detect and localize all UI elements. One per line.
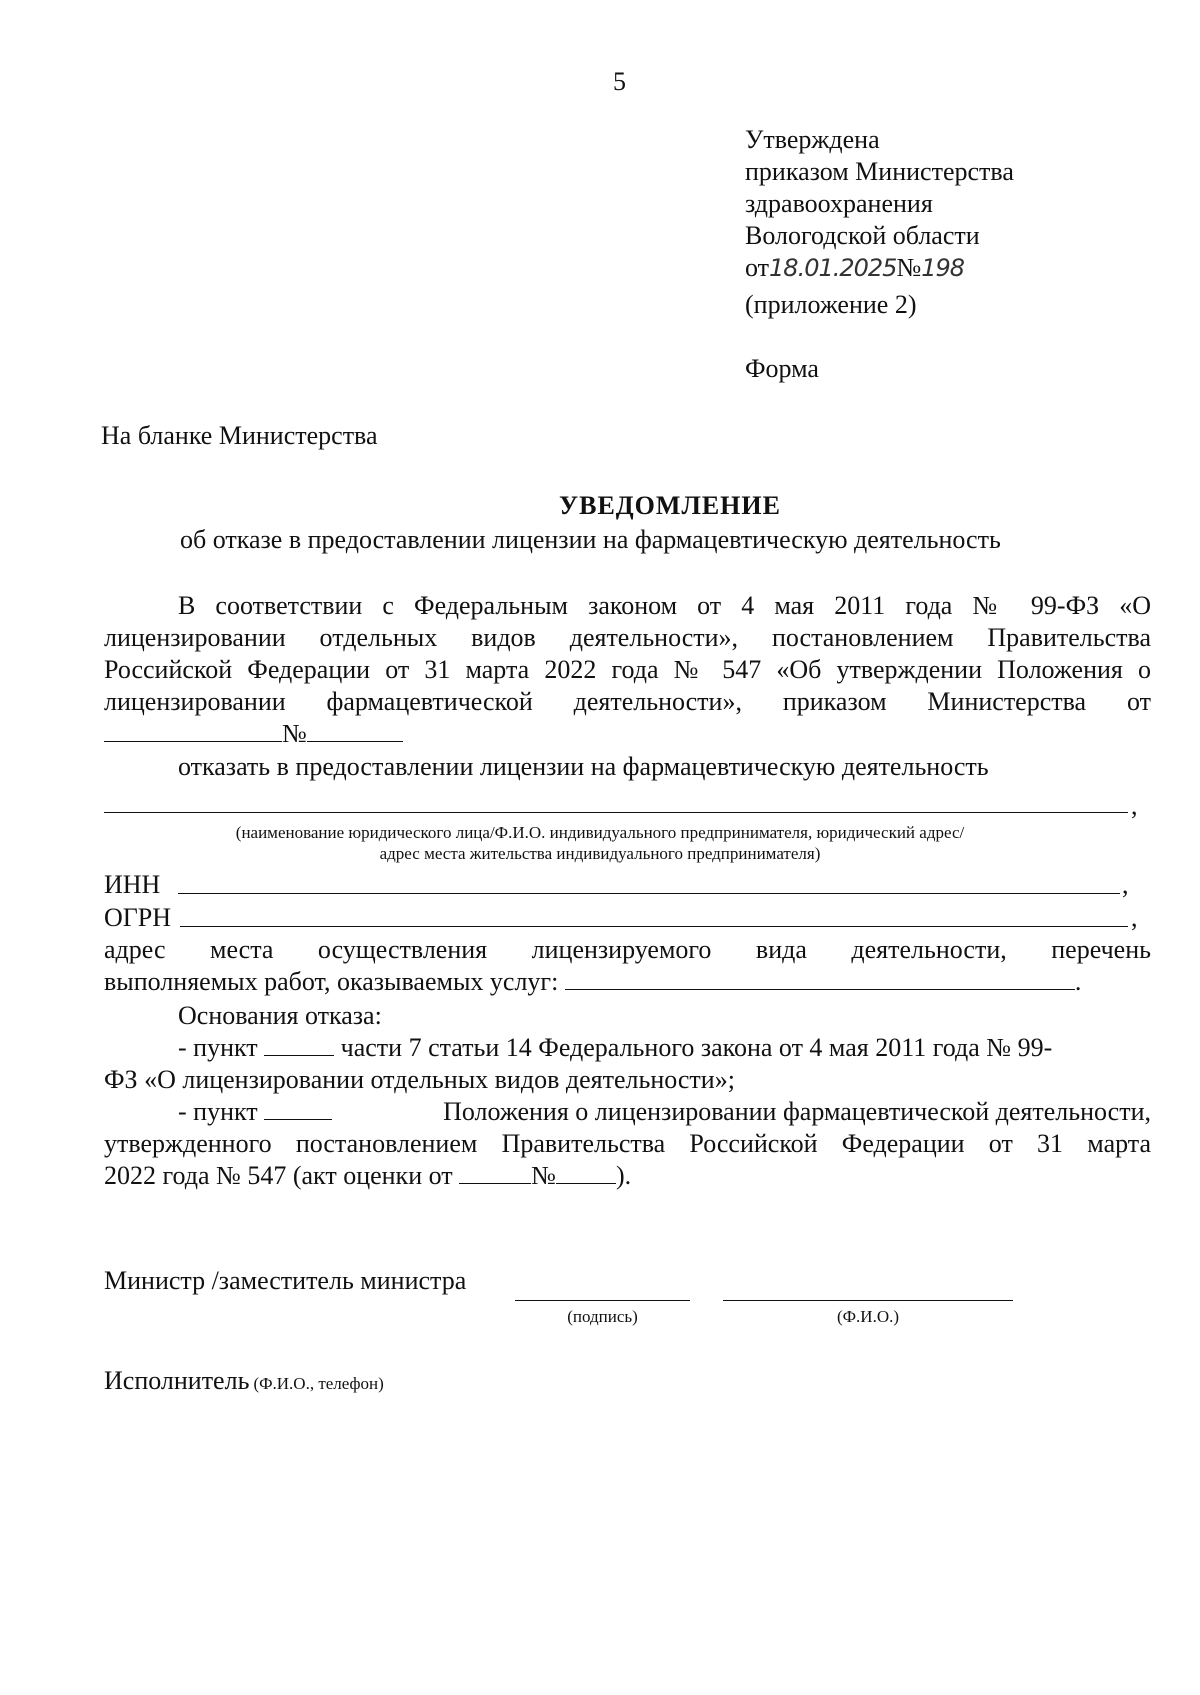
number-sign: № [531, 1161, 556, 1190]
name-caption: (Ф.И.О.) [836, 1307, 900, 1326]
body-line: лицензировании отдельных видов деятельности», постановлением Правительства [104, 623, 1151, 652]
assessment-text: 2022 года № 547 (акт оценки от [104, 1161, 453, 1190]
approval-line: приказом Министерства [745, 157, 1014, 186]
services-field[interactable] [565, 967, 1075, 990]
document-subtitle: об отказе в предоставлении лицензии на фармацевтическую деятельность [180, 525, 1001, 554]
closing-paren: ). [615, 1161, 632, 1190]
number-sign: № [896, 253, 922, 282]
ogrn-label: ОГРН [104, 903, 172, 932]
handwritten-number: 198 [921, 254, 965, 282]
approval-line: здравоохранения [745, 189, 933, 218]
applicant-caption: (наименование юридического лица/Ф.И.О. индивидуального предпринимателя, юридический адрес/ [235, 823, 965, 842]
comma: , [1131, 791, 1138, 820]
act-number-field[interactable] [556, 1161, 616, 1184]
grounds-title: Основания отказа: [178, 1001, 382, 1030]
approval-line: Вологодской области [745, 221, 980, 250]
executor-caption: (Ф.И.О., телефон) [253, 1374, 384, 1393]
ground-text: Положения о лицензировании фармацевтической деятельности, [443, 1097, 1151, 1126]
executor-line [104, 1365, 384, 1397]
approval-date-line [745, 252, 964, 284]
date-prefix: от [745, 253, 770, 282]
body-line: ФЗ «О лицензировании отдельных видов деятельности»; [104, 1065, 735, 1094]
document-title: УВЕДОМЛЕНИЕ [559, 491, 781, 520]
applicant-caption: адрес места жительства индивидуального предпринимателя) [379, 844, 821, 863]
form-label: Форма [745, 354, 819, 383]
page-number: 5 [613, 67, 626, 96]
comma: , [1131, 903, 1138, 932]
ground-1-point-field[interactable] [264, 1033, 334, 1056]
order-number-field[interactable] [307, 719, 403, 742]
order-date-field[interactable] [104, 719, 282, 742]
inn-label: ИНН [104, 870, 161, 899]
ground-item-2 [178, 1096, 1151, 1128]
body-line: адрес места осуществления лицензируемого вида деятельности, перечень [104, 935, 1151, 964]
letterhead-note: На бланке Министерства [101, 421, 378, 450]
assessment-act-line [104, 1160, 631, 1192]
body-line: В соответствии с Федеральным законом от 4 мая 2011 года № 99-ФЗ «О [178, 591, 1151, 620]
body-line: Российской Федерации от 31 марта 2022 года № 547 «Об утверждении Положения о [104, 655, 1151, 684]
comma: , [1122, 870, 1129, 899]
body-line: лицензировании фармацевтической деятельности», приказом Министерства от [104, 687, 1151, 716]
ground-item-1 [178, 1032, 1151, 1064]
body-line: утвержденного постановлением Правительства Российской Федерации от 31 марта [104, 1129, 1151, 1158]
handwritten-date: 18.01.2025 [769, 254, 897, 282]
executor-label: Исполнитель [104, 1366, 250, 1395]
services-line [104, 966, 1081, 998]
approval-appendix: (приложение 2) [745, 290, 917, 319]
applicant-name-field[interactable] [104, 812, 1128, 813]
order-date-number-line [104, 718, 403, 750]
ground-2-point-field[interactable] [264, 1097, 332, 1120]
inn-field[interactable] [178, 893, 1120, 894]
signer-role: Министр /заместитель министра [104, 1266, 467, 1295]
signature-caption: (подпись) [567, 1307, 638, 1326]
approval-line: Утверждена [745, 125, 880, 154]
signer-name-field[interactable] [723, 1300, 1013, 1301]
ogrn-field[interactable] [180, 926, 1128, 927]
ground-text: части 7 статьи 14 Федерального закона от 4 мая 2011 года № 99- [340, 1033, 1053, 1062]
signature-field[interactable] [515, 1300, 690, 1301]
number-sign: № [282, 719, 307, 748]
refuse-line: отказать в предоставлении лицензии на фармацевтическую деятельность [178, 752, 989, 781]
period: . [1074, 967, 1082, 996]
services-label: выполняемых работ, оказываемых услуг: [104, 967, 559, 996]
ground-prefix: - пункт [178, 1033, 258, 1062]
ground-prefix: - пункт [178, 1097, 258, 1126]
ground-2-lead [178, 1096, 332, 1128]
act-date-field[interactable] [459, 1161, 531, 1184]
